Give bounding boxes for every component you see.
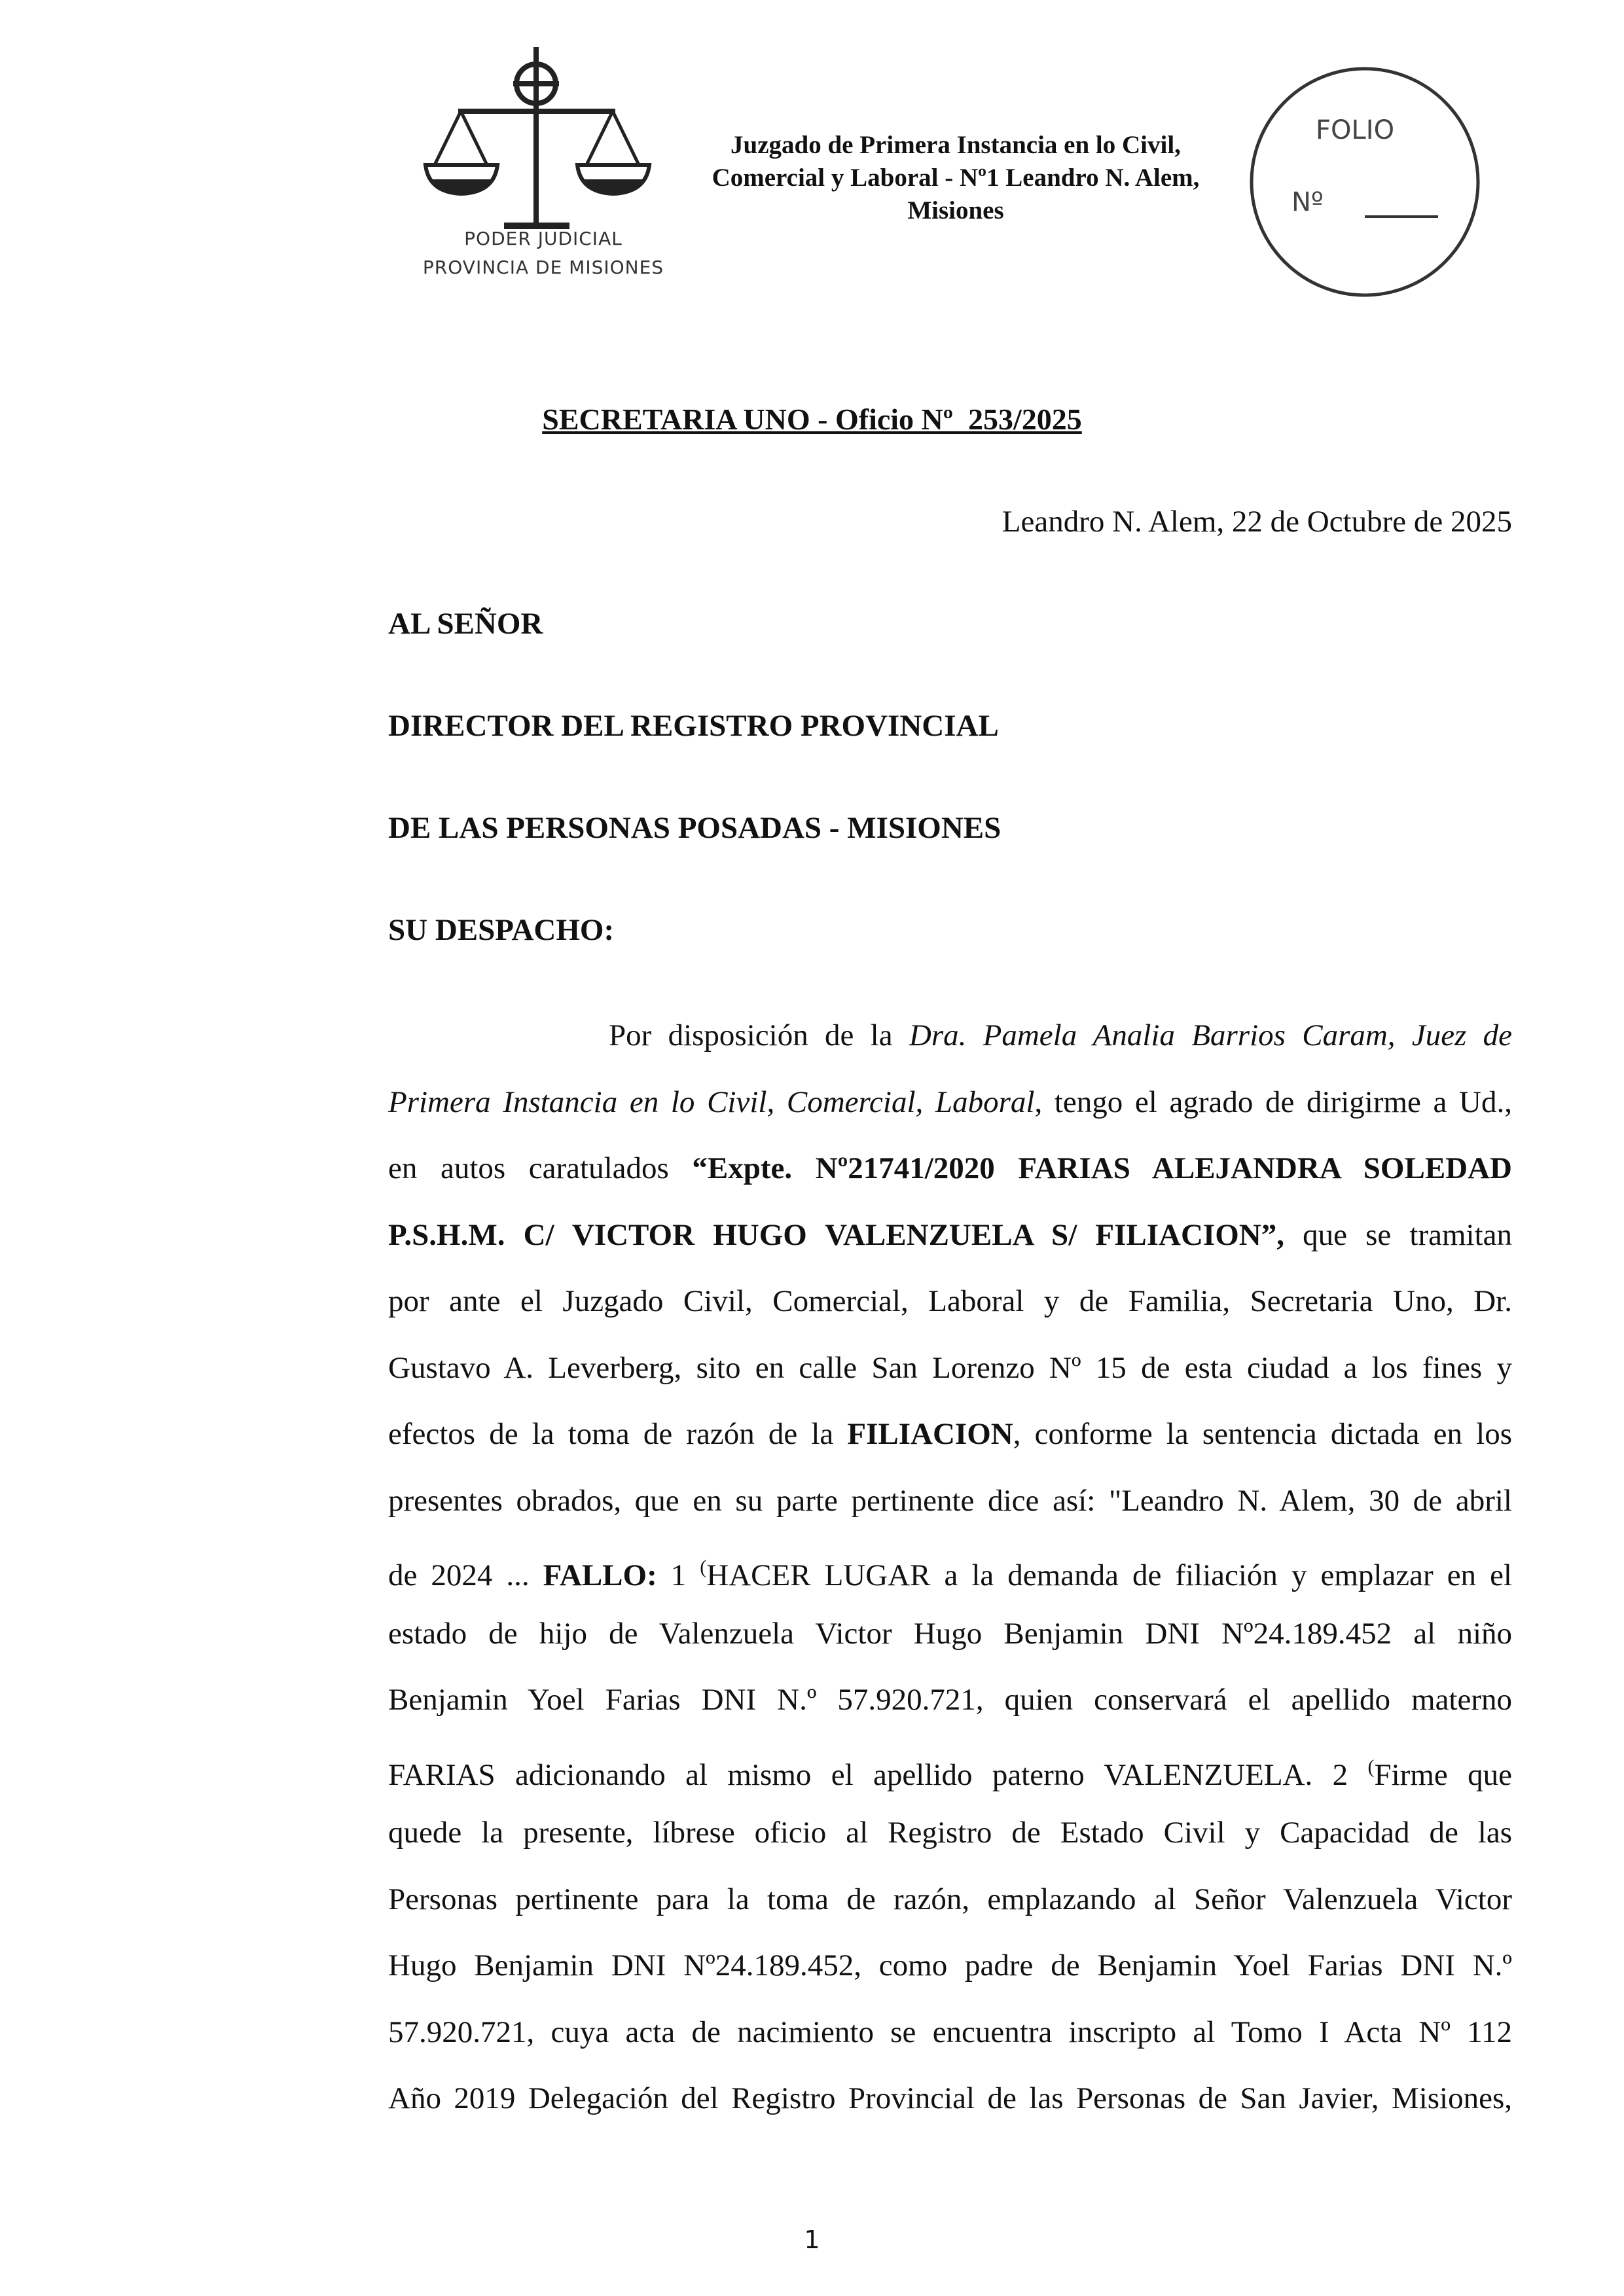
body-line: 57.920.721, cuya acta de nacimiento se encuentra inscripto al Tomo I Acta Nº 112 xyxy=(388,2015,1512,2049)
body-line xyxy=(388,1401,1512,1468)
scales-of-justice-icon xyxy=(406,41,681,237)
address-line-3: DE LAS PERSONAS POSADAS - MISIONES xyxy=(388,811,1001,845)
body-line xyxy=(388,1136,1512,1202)
body-line: Benjamin Yoel Farias DNI N.º 57.920.721, quien conservará el apellido materno xyxy=(388,1683,1512,1717)
body-text-run: de 2024 ... xyxy=(388,1558,543,1592)
date-line: Leandro N. Alem, 22 de Octubre de 2025 xyxy=(1001,505,1512,539)
superscript-mark: ( xyxy=(1367,1755,1375,1778)
body-text-run: , conforme la sentencia dictada en los xyxy=(1013,1417,1512,1451)
body-text-run: , tengo el agrado de dirigirme a Ud., xyxy=(1034,1085,1512,1119)
address-line-4: SU DESPACHO: xyxy=(388,913,615,947)
body-text-run: que se tramitan xyxy=(1284,1217,1512,1252)
fallo-label: FALLO: xyxy=(543,1558,657,1592)
body-line xyxy=(388,1202,1512,1269)
judge-name: Dra. Pamela Analia Barrios Caram, Juez de xyxy=(909,1018,1513,1052)
body-line xyxy=(388,1069,1512,1136)
logo-text-provincia: PROVINCIA DE MISIONES xyxy=(422,257,664,278)
address-line-2: DIRECTOR DEL REGISTRO PROVINCIAL xyxy=(388,709,999,743)
filiacion-term: FILIACION xyxy=(847,1417,1013,1451)
body-line xyxy=(388,1734,1512,1801)
body-text-run: Por disposición de la xyxy=(609,1018,909,1052)
judicial-logo xyxy=(406,41,681,289)
folio-number-label: Nº xyxy=(1291,187,1324,217)
body-text-run: HACER LUGAR a la demanda de filiación y emplazar en el xyxy=(706,1558,1512,1592)
court-header-line: Comercial y Laboral - Nº1 Leandro N. Alem, xyxy=(712,164,1200,192)
superscript-mark: ( xyxy=(700,1556,707,1578)
court-name: Primera Instancia en lo Civil, Comercial, Laboral xyxy=(388,1085,1035,1119)
folio-label: FOLIO xyxy=(1316,115,1395,145)
body-line: estado de hijo de Valenzuela Victor Hugo Benjamin DNI Nº24.189.452 al niño xyxy=(388,1616,1512,1651)
body-text-run: Firme que xyxy=(1374,1757,1512,1792)
court-header-line: Misiones xyxy=(907,196,1004,224)
body-line xyxy=(388,1003,1512,1069)
court-header-line: Juzgado de Primera Instancia en lo Civil, xyxy=(731,131,1181,159)
document-title: SECRETARIA UNO - Oficio Nº 253/2025 xyxy=(542,403,1082,436)
body-line: quede la presente, líbrese oficio al Registro de Estado Civil y Capacidad de las xyxy=(388,1816,1512,1850)
address-line-1: AL SEÑOR xyxy=(388,607,543,641)
body-line: presentes obrados, que en su parte pertinente dice así: "Leandro N. Alem, 30 de abril xyxy=(388,1483,1512,1518)
body-text-run: en autos caratulados xyxy=(388,1151,693,1185)
body-line: por ante el Juzgado Civil, Comercial, Laboral y de Familia, Secretaria Uno, Dr. xyxy=(388,1284,1512,1318)
body-text-run: 1 xyxy=(657,1558,700,1592)
body-line: Año 2019 Delegación del Registro Provincial de las Personas de San Javier, Misiones, xyxy=(388,2081,1512,2115)
case-caption: P.S.H.M. C/ VICTOR HUGO VALENZUELA S/ FILIACION”, xyxy=(388,1217,1284,1252)
logo-text-poder-judicial: PODER JUDICIAL xyxy=(464,228,623,249)
body-text-run: efectos de la toma de razón de la xyxy=(388,1417,848,1451)
folio-circle-icon xyxy=(1247,64,1483,300)
body-line xyxy=(388,1534,1512,1601)
body-line: Hugo Benjamin DNI Nº24.189.452, como padre de Benjamin Yoel Farias DNI N.º xyxy=(388,1948,1512,1982)
court-header xyxy=(674,129,1237,227)
case-caption: “Expte. Nº21741/2020 FARIAS ALEJANDRA SOLEDAD xyxy=(692,1151,1512,1185)
body-text-run: FARIAS adicionando al mismo el apellido paterno VALENZUELA. 2 xyxy=(388,1757,1368,1792)
page-number: 1 xyxy=(804,2225,820,2254)
body-line: Personas pertinente para la toma de razón, emplazando al Señor Valenzuela Victor xyxy=(388,1882,1512,1916)
body-line: Gustavo A. Leverberg, sito en calle San Lorenzo Nº 15 de esta ciudad a los fines y xyxy=(388,1350,1512,1385)
body-text xyxy=(388,1003,1512,2132)
folio-stamp xyxy=(1247,64,1483,300)
